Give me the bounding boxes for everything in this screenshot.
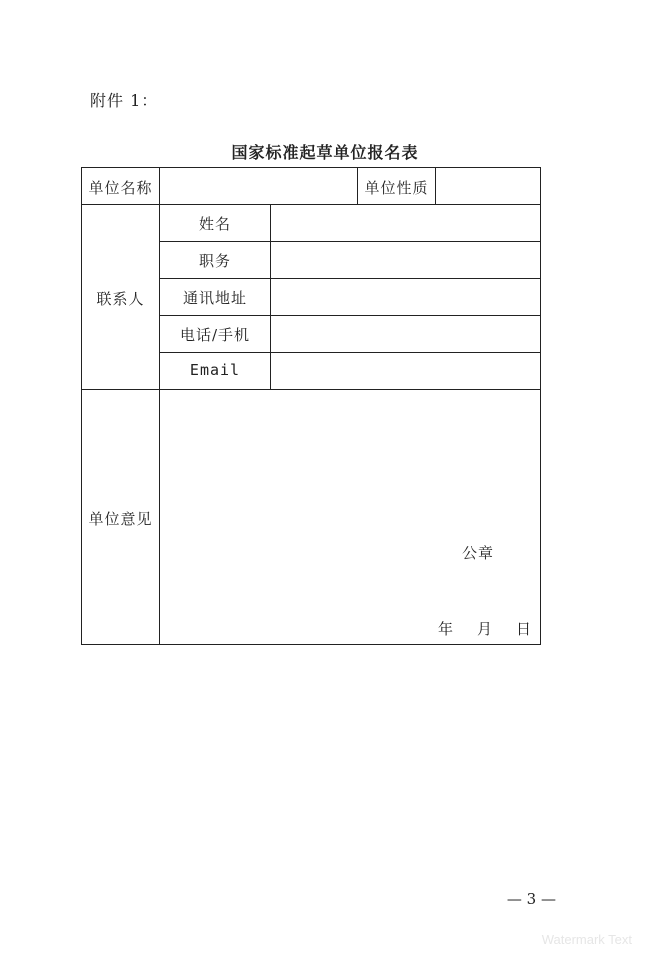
- contact-address-label: 通讯地址: [182, 289, 247, 307]
- contact-email-label: Email: [189, 361, 241, 379]
- column-divider: [159, 168, 160, 644]
- registration-form-table: [81, 167, 541, 645]
- contact-title-label: 职务: [198, 252, 231, 270]
- date-year-label: 年: [438, 620, 455, 638]
- attachment-label: 附件 1：: [90, 91, 159, 110]
- contact-name-label: 姓名: [198, 215, 231, 233]
- contact-title-field[interactable]: [272, 242, 538, 277]
- date-day-label: 日: [516, 620, 533, 638]
- contact-name-field[interactable]: [272, 205, 538, 240]
- unit-name-field[interactable]: [161, 168, 356, 204]
- unit-opinion-label: 单位意见: [88, 510, 153, 528]
- column-divider: [270, 204, 271, 389]
- official-seal-label: 公章: [462, 544, 495, 562]
- contact-phone-label: 电话/手机: [179, 326, 251, 344]
- contact-phone-field[interactable]: [272, 316, 538, 351]
- contact-email-field[interactable]: [272, 353, 538, 388]
- watermark-text: Watermark Text: [541, 932, 632, 947]
- date-month-label: 月: [477, 620, 494, 638]
- unit-name-label: 单位名称: [88, 179, 153, 197]
- contact-label: 联系人: [96, 290, 145, 308]
- unit-nature-field[interactable]: [437, 168, 540, 204]
- unit-nature-label: 单位性质: [364, 179, 429, 197]
- page-number: — 3 —: [506, 890, 556, 908]
- contact-address-field[interactable]: [272, 279, 538, 314]
- form-title: 国家标准起草单位报名表: [231, 143, 419, 162]
- column-divider: [435, 168, 436, 204]
- unit-opinion-field[interactable]: [161, 390, 539, 644]
